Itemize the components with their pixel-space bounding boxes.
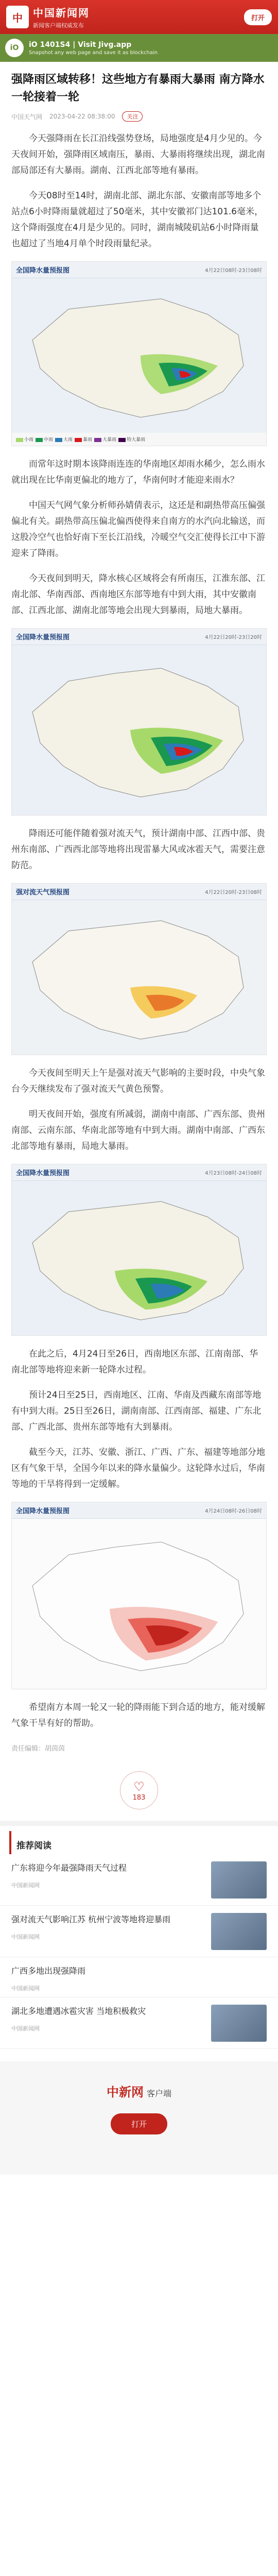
convection-map xyxy=(11,883,267,1055)
recommend-item[interactable] xyxy=(0,1997,278,2049)
forecast-map xyxy=(11,1502,267,1689)
heart-icon: ♡ xyxy=(133,1779,145,1794)
article-meta xyxy=(11,111,267,122)
recommend-title: 广东将迎今年最强降雨天气过程 xyxy=(11,1863,127,1873)
forecast-map xyxy=(11,628,267,816)
paragraph: 截至今天，江苏、安徽、浙江、广西、广东、福建等地部分地区有气象干旱，全国今年以来的降水量偏少。这轮降水过后，华南等地的干旱将得到一定缓解。 xyxy=(11,1447,265,1489)
sponsor-strip[interactable] xyxy=(0,34,278,62)
paragraph: 今天夜间到明天，降水核心区域将会有所南压，江淮东部、江南北部、华南西部、西南地区东部等地有中到大雨，其中安徽南部、江西北部、湖南北部等地会出现大到暴雨，局地大暴雨。 xyxy=(11,573,265,616)
map-legend xyxy=(12,433,266,446)
legend-item: 大雨 xyxy=(55,436,73,443)
recommend-item[interactable] xyxy=(0,1957,278,1997)
recommend-thumbnail xyxy=(211,2005,267,2042)
brand xyxy=(33,5,244,29)
legend-item: 中雨 xyxy=(36,436,53,443)
paragraph: 明天夜间开始，强度有所减弱，湖南中南部、广西东部、贵州南部、云南东部、华南北部等地有中到大雨。湖南中南部、广西东北部等地有暴雨，局地大暴雨。 xyxy=(11,1109,265,1151)
article-date: 2023-04-22 08:38:00 xyxy=(49,113,115,120)
forecast-map xyxy=(11,261,267,446)
editor-line: 责任编辑：胡茵茵 xyxy=(11,1745,65,1753)
map-subtitle: 4月23日08时-24日08时 xyxy=(205,1171,262,1176)
map-image xyxy=(12,278,266,433)
recommend-source: 中国新闻网 xyxy=(11,1934,40,1940)
map-title: 全国降水量预报图 xyxy=(16,267,70,275)
legend-item: 小雨 xyxy=(16,436,33,443)
paragraph: 预计24日至25日，西南地区、江南、华南及西藏东南部等地有中到大雨。25日至26日，湖南南部、江西南部、福建、广东北部、广西北部、贵州东部等地有大到暴雨。 xyxy=(11,1390,262,1432)
paragraph: 今天夜间至明天上午是强对流天气影响的主要时段，中央气象台今天继续发布了强对流天气黄色预警。 xyxy=(11,1068,265,1094)
recommend-title: 广西多地出现强降雨 xyxy=(11,1966,86,1976)
legend-item: 大暴雨 xyxy=(94,436,116,443)
article-title: 强降雨区域转移！这些地方有暴雨大暴雨 南方降水一轮接着一轮 xyxy=(11,73,265,104)
article xyxy=(0,62,278,1821)
like-count: 183 xyxy=(132,1793,146,1802)
brand-name: 中国新闻网 xyxy=(33,7,90,19)
footer-label: 客户端 xyxy=(146,2089,171,2098)
footer-open-button[interactable]: 打开 xyxy=(111,2113,167,2134)
map-subtitle: 4月22日08时-23日08时 xyxy=(205,268,262,274)
map-header xyxy=(12,1502,266,1519)
paragraph: 希望南方本周一轮又一轮的降雨能下到合适的地方，能对缓解气象干旱有好的帮助。 xyxy=(11,1702,265,1728)
recommend-thumbnail xyxy=(211,1861,267,1899)
recommend-title: 强对流天气影响江苏 杭州宁波等地将迎暴雨 xyxy=(11,1914,171,1924)
recommend-source: 中国新闻网 xyxy=(11,1985,40,1992)
legend-item: 特大暴雨 xyxy=(118,436,145,443)
map-subtitle: 4月22日20时-23日20时 xyxy=(205,635,262,640)
open-app-button[interactable]: 打开 xyxy=(244,9,272,25)
forecast-map xyxy=(11,1164,267,1336)
recommend-thumbnail xyxy=(211,1913,267,1950)
strip-title: iO 1401S4 | Visit Jivg.app xyxy=(29,40,132,49)
article-source: 中国天气网 xyxy=(11,113,43,121)
recommend-item[interactable] xyxy=(0,1854,278,1906)
map-image xyxy=(12,645,266,815)
strip-icon: iO xyxy=(5,39,24,57)
map-subtitle: 4月24日08时-26日08时 xyxy=(205,1509,262,1514)
paragraph: 降雨还可能伴随着强对流天气，预计湖南中部、江西中部、贵州东南部、广西西北部等地将出现雷暴大风或冰雹天气，需要注意防范。 xyxy=(11,828,265,871)
app-banner xyxy=(0,0,278,34)
section-divider xyxy=(0,1821,278,1826)
strip-subtitle: Snapshot any web page and save it as blockchain xyxy=(29,49,158,56)
footer-logo-text: 中新网 xyxy=(106,2084,144,2099)
map-header xyxy=(12,1164,266,1181)
paragraph: 中国天气网气象分析师孙婧倩表示，这还是和副热带高压偏强偏北有关。副热带高压偏北偏西使得来自南方的水汽向北输送，而这股冷空气也恰好南下至长江沿线，冷暖空气交汇使得长江中下游迎来了降雨。 xyxy=(11,500,265,558)
map-header xyxy=(12,262,266,278)
map-title: 强对流天气预报图 xyxy=(16,889,70,896)
paragraph: 在此之后，4月24日至26日，西南地区东部、江南南部、华南北部等地将迎来新一轮降水过程。 xyxy=(11,1349,258,1375)
brand-tagline: 新闻客户端权威发布 xyxy=(33,22,84,29)
map-header xyxy=(12,629,266,645)
recommend-item[interactable] xyxy=(0,1906,278,1957)
logo-text: 中 xyxy=(12,11,23,24)
app-logo xyxy=(6,6,29,28)
app-footer xyxy=(0,2061,278,2175)
paragraph: 而常年这时期本该降雨连连的华南地区却雨水稀少，怎么雨水就出现在比华南更偏北的地方了，华南何时才能迎来雨水？ xyxy=(11,459,265,485)
map-header xyxy=(12,884,266,900)
map-title: 全国降水量预报图 xyxy=(16,1507,70,1515)
like-area xyxy=(11,1766,267,1821)
map-image xyxy=(12,900,266,1055)
follow-button[interactable]: 关注 xyxy=(122,111,143,122)
map-title: 全国降水量预报图 xyxy=(16,1170,70,1177)
paragraph: 今天08时至14时，湖南北部、湖北东部、安徽南部等地多个站点6小时降雨量就超过了50毫米，其中安徽祁门达101.6毫米，这个降雨强度在4月是少见的。同时，湖南城陵矶站6小时降雨量也超过了当地4月单个时段雨量纪录。 xyxy=(11,191,264,249)
map-title: 全国降水量预报图 xyxy=(16,634,70,641)
map-subtitle: 4月22日20时-23日08时 xyxy=(205,890,262,895)
recommend-source: 中国新闻网 xyxy=(11,2025,40,2032)
paragraph: 今天强降雨在长江沿线强势登场，局地强度是4月少见的。今天夜间开始，强降雨区域南压，暴雨、大暴雨将继续出现，湖北南部局部还有大暴雨。湖南、江西北部等地有暴雨。 xyxy=(11,133,265,176)
footer-logo xyxy=(0,2082,278,2100)
recommend-source: 中国新闻网 xyxy=(11,1882,40,1889)
legend-item: 暴雨 xyxy=(75,436,92,443)
like-button[interactable] xyxy=(120,1771,158,1809)
recommend-heading: 推荐阅读 xyxy=(9,1831,278,1854)
recommend-title: 湖北多地遭遇冰雹灾害 当地积极救灾 xyxy=(11,2006,146,2016)
map-image xyxy=(12,1519,266,1689)
map-image xyxy=(12,1181,266,1335)
